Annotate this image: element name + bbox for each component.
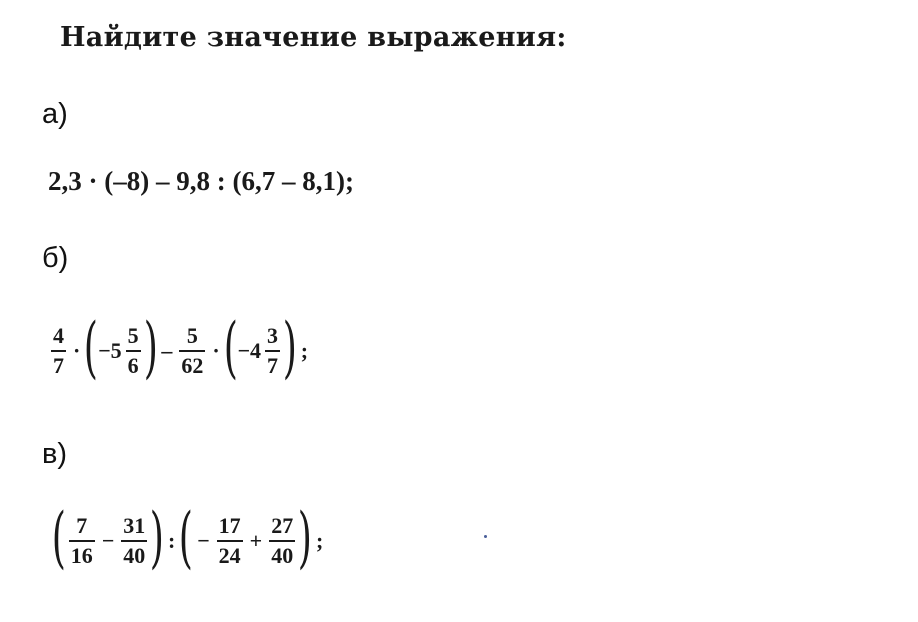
denominator: 62 (179, 350, 205, 377)
left-paren: ( (223, 309, 238, 386)
denominator: 16 (69, 540, 95, 567)
fraction (51, 325, 66, 377)
multiply-sign: · (212, 338, 220, 363)
denominator: 7 (265, 350, 280, 377)
fraction (269, 515, 295, 567)
denominator: 40 (121, 540, 147, 567)
numerator: 7 (76, 513, 88, 538)
numerator: 3 (267, 323, 279, 348)
numerator: 4 (53, 323, 64, 348)
item-a-expression: 2,3 · (–8) – 9,8 : (6,7 – 8,1); (48, 166, 354, 196)
numerator: 17 (218, 513, 241, 538)
numerator: 5 (127, 323, 139, 348)
task-title: Найдите значение выражения: (60, 22, 567, 53)
item-v-label: в) (42, 438, 68, 470)
multiply-sign: · (73, 338, 81, 363)
item-b-label: б) (42, 242, 69, 274)
fraction (265, 325, 280, 377)
right-paren: ) (298, 499, 313, 576)
mixed-number-whole: −4 (237, 338, 262, 363)
numerator: 27 (271, 513, 294, 538)
semicolon: ; (300, 338, 309, 363)
left-paren: ( (84, 309, 99, 386)
stray-dot (484, 535, 487, 538)
minus-sign: – (161, 338, 173, 363)
minus-sign: − (197, 528, 210, 553)
denominator: 24 (217, 540, 243, 567)
item-b-expression (48, 309, 309, 386)
fraction (69, 515, 95, 567)
item-v-expression (51, 499, 324, 576)
denominator: 7 (51, 350, 66, 377)
fraction (126, 325, 141, 377)
right-paren: ) (282, 309, 297, 386)
fraction (217, 515, 243, 567)
right-paren: ) (150, 499, 165, 576)
right-paren: ) (143, 309, 158, 386)
fraction (179, 325, 205, 377)
division-colon: : (168, 528, 176, 553)
numerator: 5 (186, 323, 198, 348)
numerator: 31 (123, 513, 146, 538)
denominator: 40 (269, 540, 295, 567)
mixed-number-whole: −5 (98, 338, 122, 363)
plus-sign: + (249, 528, 263, 553)
fraction (121, 515, 147, 567)
left-paren: ( (51, 499, 66, 576)
denominator: 6 (126, 350, 141, 377)
semicolon: ; (315, 528, 324, 553)
minus-sign: − (101, 528, 115, 553)
left-paren: ( (179, 499, 194, 576)
item-a-label: а) (42, 98, 68, 130)
